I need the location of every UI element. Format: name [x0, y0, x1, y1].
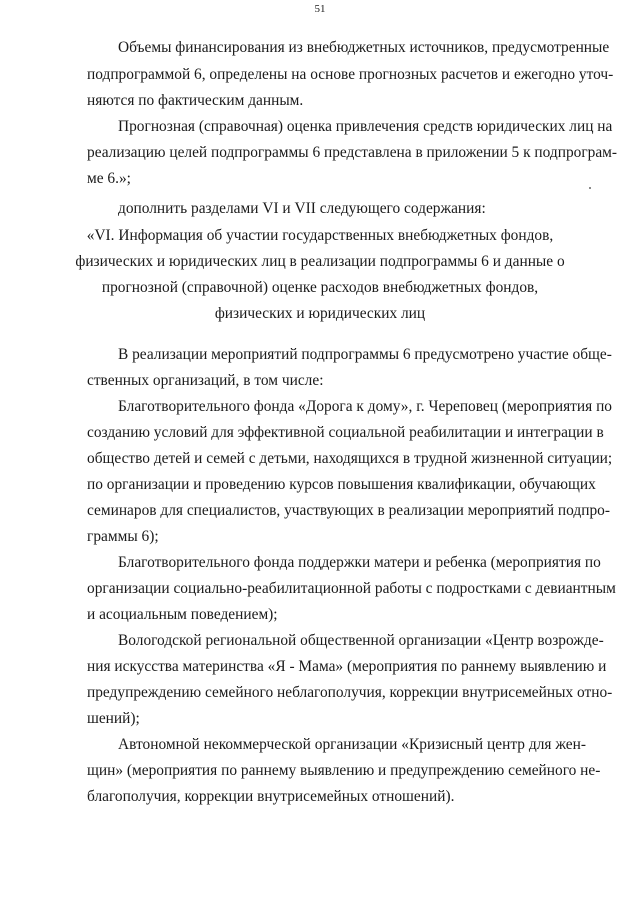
paragraph-line: Благотворительного фонда поддержки матери и ребенка (мероприятия по — [118, 554, 601, 571]
section-heading-line: физических и юридических лиц в реализации подпрограммы 6 и данные о — [75, 253, 565, 270]
paragraph-line: Объемы финансирования из внебюджетных источников, предусмотренные — [118, 39, 610, 56]
paragraph-line: предупреждению семейного неблагополучия, коррекции внутрисемейных отно- — [87, 684, 613, 701]
paragraph-line: дополнить разделами VI и VII следующего содержания: — [118, 200, 486, 217]
paragraph-line: благополучия, коррекции внутрисемейных отношений). — [87, 788, 455, 805]
paragraph-line: Вологодской региональной общественной организации «Центр возрожде- — [118, 632, 604, 649]
paragraph-line: Благотворительного фонда «Дорога к дому», г. Череповец (мероприятия по — [118, 398, 613, 415]
paragraph-line: общество детей и семей с детьми, находящихся в трудной жизненной ситуации; — [87, 450, 613, 467]
paragraph-line: Автономной некоммерческой организации «Кризисный центр для жен- — [118, 736, 586, 753]
paragraph-line: ния искусства материнства «Я - Мама» (мероприятия по раннему выявлению и — [87, 658, 607, 675]
paragraph-line: В реализации мероприятий подпрограммы 6 предусмотрено участие обще- — [118, 346, 612, 363]
paragraph-line: подпрограммой 6, определены на основе прогнозных расчетов и ежегодно уточ- — [87, 66, 614, 83]
paragraph-line: созданию условий для эффективной социальной реабилитации и интеграции в — [87, 424, 604, 441]
paragraph-line: организации социально-реабилитационной работы с подростками с девиантным — [87, 580, 616, 597]
scan-speck — [589, 187, 591, 189]
section-heading-line: «VI. Информация об участии государственных внебюджетных фондов, — [86, 227, 554, 244]
section-heading-line: физических и юридических лиц — [214, 305, 426, 322]
paragraph-line: щин» (мероприятия по раннему выявлению и предупреждению семейного не- — [87, 762, 601, 779]
paragraph-line: реализацию целей подпрограммы 6 представлена в приложении 5 к подпрограм- — [87, 144, 618, 161]
paragraph-line: и асоциальным поведением); — [87, 606, 278, 623]
page-number: 51 — [314, 3, 326, 15]
section-heading-line: прогнозной (справочной) оценке расходов внебюджетных фондов, — [101, 279, 539, 296]
paragraph-line: граммы 6); — [87, 528, 159, 545]
paragraph-line: по организации и проведению курсов повышения квалификации, обучающих — [87, 476, 596, 493]
paragraph-line: няются по фактическим данным. — [87, 92, 304, 109]
paragraph-line: шений); — [87, 710, 140, 727]
paragraph-line: ме 6.»; — [87, 170, 131, 187]
paragraph-line: ственных организаций, в том числе: — [87, 372, 324, 389]
paragraph-line: семинаров для специалистов, участвующих в реализации мероприятий подпро- — [87, 502, 610, 519]
paragraph-line: Прогнозная (справочная) оценка привлечения средств юридических лиц на — [118, 118, 613, 135]
